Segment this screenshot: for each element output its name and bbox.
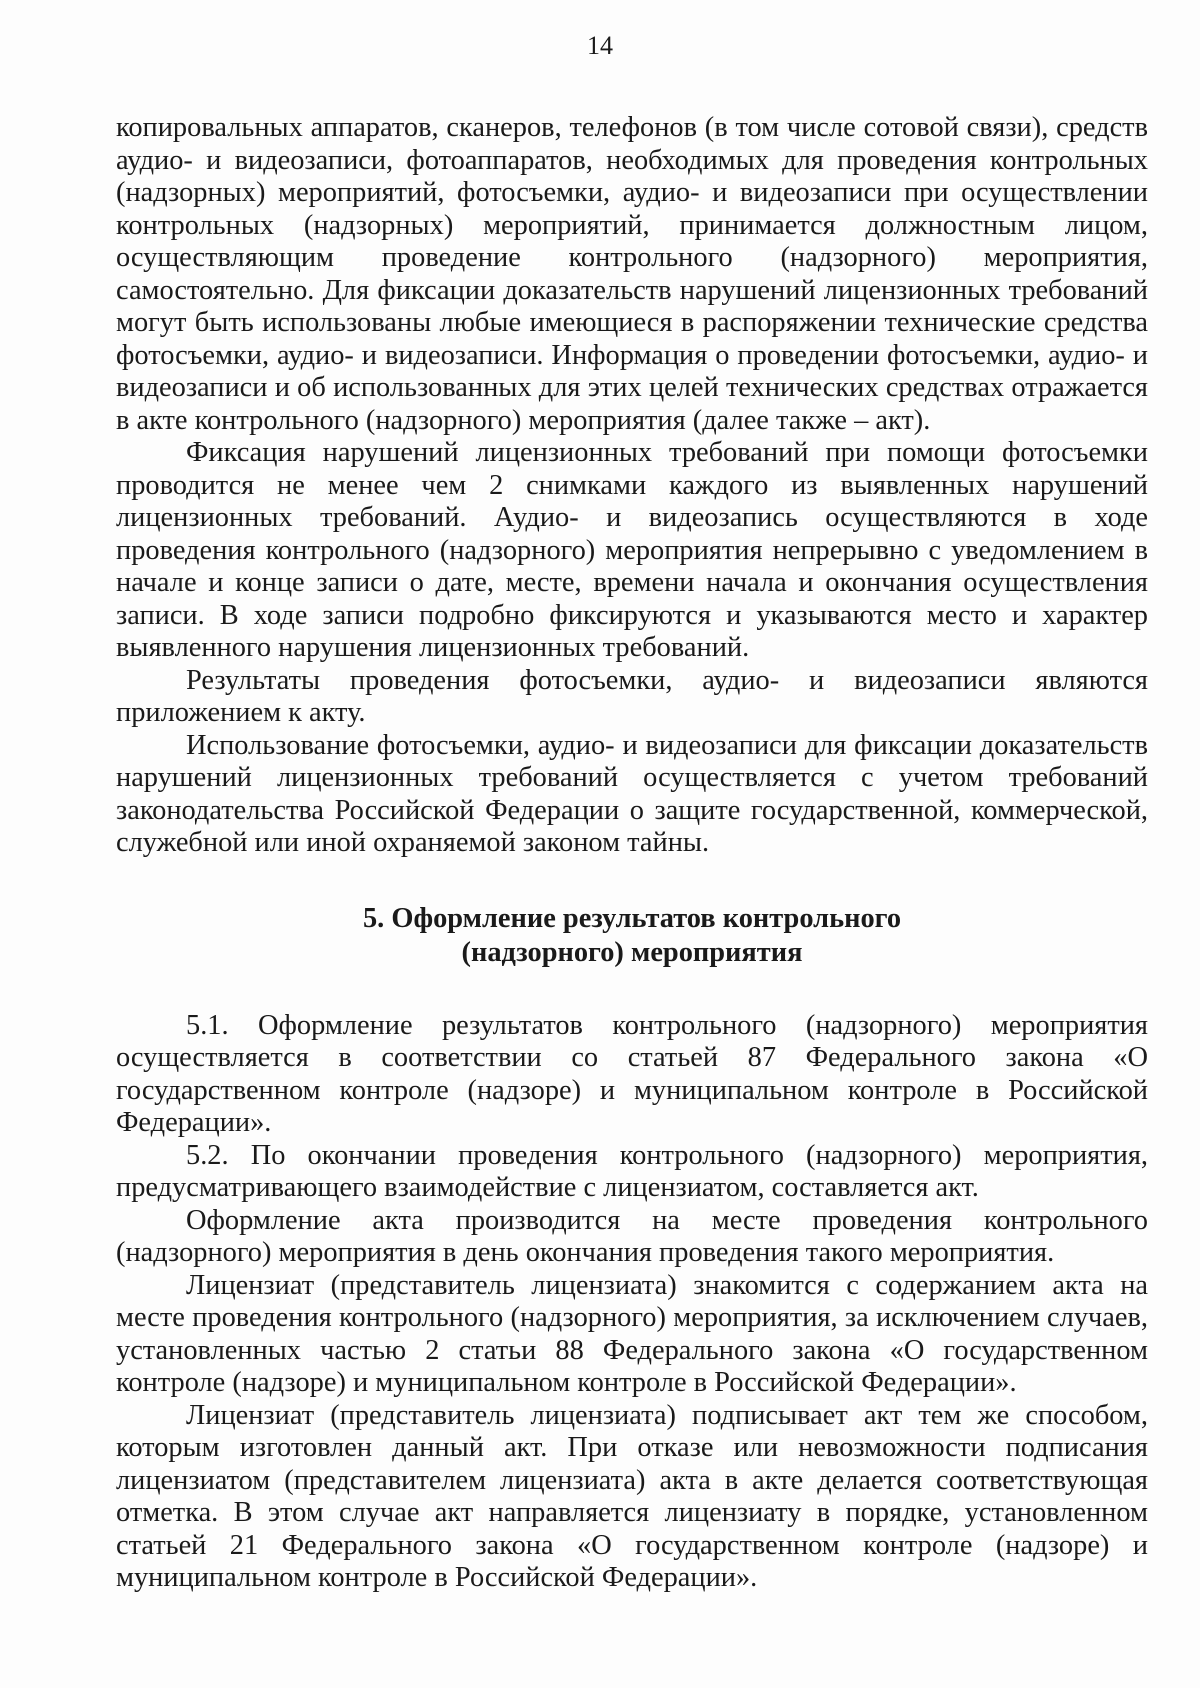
paragraph-act-signing: Лицензиат (представитель лицензиата) подписывает акт тем же способом, которым изготовлен данный акт. При отказе или невозможности подписания лицензиатом (представителем лицензиата) акта в акте делается соответствующая отметка. В этом случае акт направляется лицензиату в порядке, установленном статьей 21 Федерального закона «О государственном контроле (надзоре) и муниципальном контроле в Российской Федерации». bbox=[116, 1399, 1148, 1593]
section-heading-line-2: (надзорного) мероприятия bbox=[461, 936, 803, 968]
paragraph-results-attachment: Результаты проведения фотосъемки, аудио- и видеозаписи являются приложением к акту. bbox=[116, 664, 1148, 728]
paragraph-5-1: 5.1. Оформление результатов контрольного (надзорного) мероприятия осуществляется в соответствии со статьей 87 Федерального закона «О государственном контроле (надзоре) и муниципальном контроле в Российской Федерации». bbox=[116, 1009, 1148, 1138]
page-number: 14 bbox=[587, 31, 613, 60]
paragraph-secrecy: Использование фотосъемки, аудио- и видеозаписи для фиксации доказательств нарушений лицензионных требований осуществляется с учетом требований законодательства Российской Федерации о защите государственной, коммерческой, служебной или иной охраняемой законом тайны. bbox=[116, 729, 1148, 858]
paragraph-act-drafting: Оформление акта производится на месте проведения контрольного (надзорного) мероприятия в день окончания проведения такого мероприятия. bbox=[116, 1204, 1148, 1268]
section-heading bbox=[116, 902, 1148, 970]
paragraph-5-2: 5.2. По окончании проведения контрольного (надзорного) мероприятия, предусматривающего взаимодействие с лицензиатом, составляется акт. bbox=[116, 1139, 1148, 1203]
paragraph-photo-fixation: Фиксация нарушений лицензионных требований при помощи фотосъемки проводится не менее чем 2 снимками каждого из выявленных нарушений лицензионных требований. Аудио- и видеозапись осуществляются в ходе проведения контрольного (надзорного) мероприятия непрерывно с уведомлением в начале и конце записи о дате, месте, времени начала и окончания осуществления записи. В ходе записи подробно фиксируются и указываются место и характер выявленного нарушения лицензионных требований. bbox=[116, 437, 1148, 663]
page-body bbox=[116, 112, 1148, 1595]
paragraph-continuation: копировальных аппаратов, сканеров, телефонов (в том числе сотовой связи), средств аудио- и видеозаписи, фотоаппаратов, необходимых для проведения контрольных (надзорных) мероприятий, фотосъемки, аудио- и видеозаписи при осуществлении контрольных (надзорных) мероприятий, принимается должностным лицом, осуществляющим проведение контрольного (надзорного) мероприятия, самостоятельно. Для фиксации доказательств нарушений лицензионных требований могут быть использованы любые имеющиеся в распоряжении технические средства фотосъемки, аудио- и видеозаписи. Информация о проведении фотосъемки, аудио- и видеозаписи и об использованных для этих целей технических средствах отражается в акте контрольного (надзорного) мероприятия (далее также – акт). bbox=[116, 112, 1148, 436]
section-heading-line-1: 5. Оформление результатов контрольного bbox=[362, 902, 902, 934]
paragraph-act-review: Лицензиат (представитель лицензиата) знакомится с содержанием акта на месте проведения контрольного (надзорного) мероприятия, за исключением случаев, установленных частью 2 статьи 88 Федерального закона «О государственном контроле (надзоре) и муниципальном контроле в Российской Федерации». bbox=[116, 1269, 1148, 1398]
